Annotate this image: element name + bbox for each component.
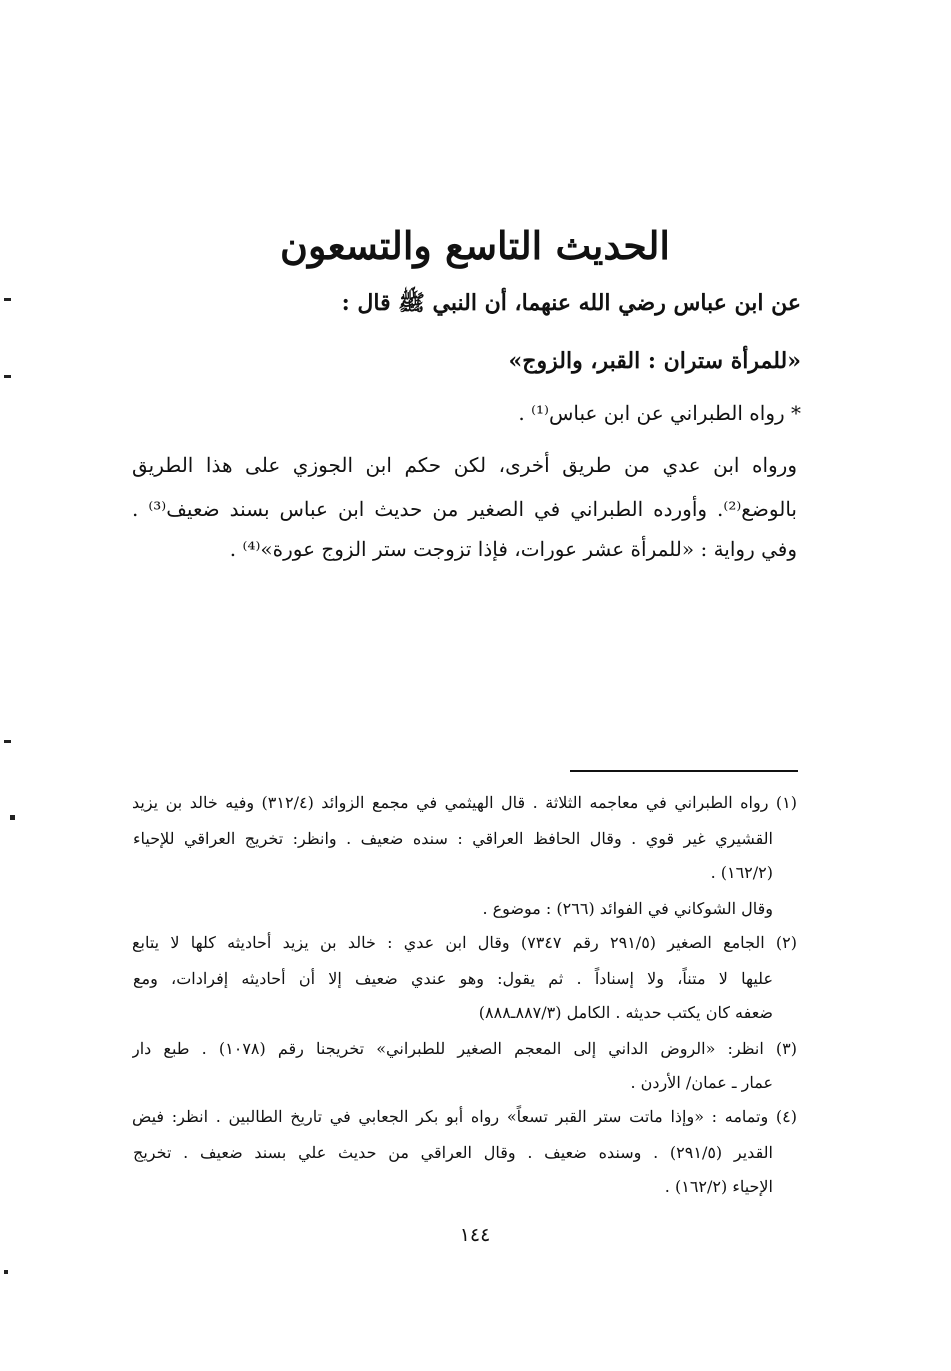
paragraph-line-2: بالوضع⁽²⁾. وأورده الطبراني في الصغير من حديث ابن عباس بسند ضعيف⁽³⁾ . xyxy=(132,497,797,521)
hadith-text: «للمرأة ستران : القبر، والزوج» xyxy=(508,348,801,374)
hadith-title: الحديث التاسع والتسعون xyxy=(280,223,670,268)
narration-line: * رواه الطبراني عن ابن عباس⁽¹⁾ . xyxy=(518,401,801,425)
footnote-separator xyxy=(570,770,798,772)
footnote-2-line-1: (٢) الجامع الصغير (٢٩١/٥ رقم ٧٣٤٧) وقال ابن عدي : خالد بن يزيد أحاديثه كلها لا يتابع xyxy=(132,933,797,952)
footnote-4-line-2: القدير (٢٩١/٥) . وسنده ضعيف . وقال العراقي من حديث علي بسند ضعيف . تخريج xyxy=(133,1143,773,1162)
footnote-3-line-2: عمار ـ عمان/ الأردن . xyxy=(630,1073,773,1092)
scan-margin-mark xyxy=(4,298,11,301)
scan-margin-dot xyxy=(4,1270,8,1274)
footnote-2-line-3: ضعفه كان يكتب حديثه . الكامل (٨٨٧/٣ـ٨٨٨) xyxy=(478,1003,773,1022)
page-number: ١٤٤ xyxy=(459,1224,491,1246)
scan-margin-mark xyxy=(4,375,11,378)
footnote-4-line-1: (٤) وتمامه : «وإذا ماتت ستر القبر تسعاً» رواه أبو بكر الجعابي في تاريخ الطالبين . انظر: فيض xyxy=(132,1107,797,1126)
hadith-intro-line-1: عن ابن عباس رضي الله عنهما، أن النبي ﷺ قال : xyxy=(341,290,801,316)
footnote-2-line-2: عليها لا متناً، ولا إسناداً . ثم يقول: وهو عندي ضعيف إلا أن أحاديثه إفرادات، ومع xyxy=(133,969,773,988)
scan-margin-mark xyxy=(4,740,11,743)
paragraph-line-1: ورواه ابن عدي من طريق أخرى، لكن حكم ابن الجوزي على هذا الطريق xyxy=(132,453,797,477)
footnote-1-line-4: وقال الشوكاني في الفوائد (٢٦٦) : موضوع . xyxy=(482,899,773,918)
footnote-1-line-2: القشيري غير قوي . وقال الحافظ العراقي : سنده ضعيف . وانظر: تخريج العراقي للإحياء xyxy=(133,829,773,848)
footnote-4-line-3: الإحياء (١٦٢/٢) . xyxy=(664,1177,773,1196)
footnote-1-line-3: (١٦٢/٢) . xyxy=(710,863,773,882)
footnote-3-line-1: (٣) انظر: «الروض الداني إلى المعجم الصغير للطبراني» تخريجنا رقم (١٠٧٨) . طبع دار xyxy=(132,1039,797,1058)
scan-margin-dot xyxy=(10,815,15,820)
paragraph-line-3: وفي رواية : «للمرأة عشر عورات، فإذا تزوجت ستر الزوج عورة»⁽⁴⁾ . xyxy=(229,537,797,561)
footnote-1-line-1: (١) رواه الطبراني في معاجمه الثلاثة . قال الهيثمي في مجمع الزوائد (٣١٢/٤) وفيه خالد بن يزيد xyxy=(132,793,797,812)
